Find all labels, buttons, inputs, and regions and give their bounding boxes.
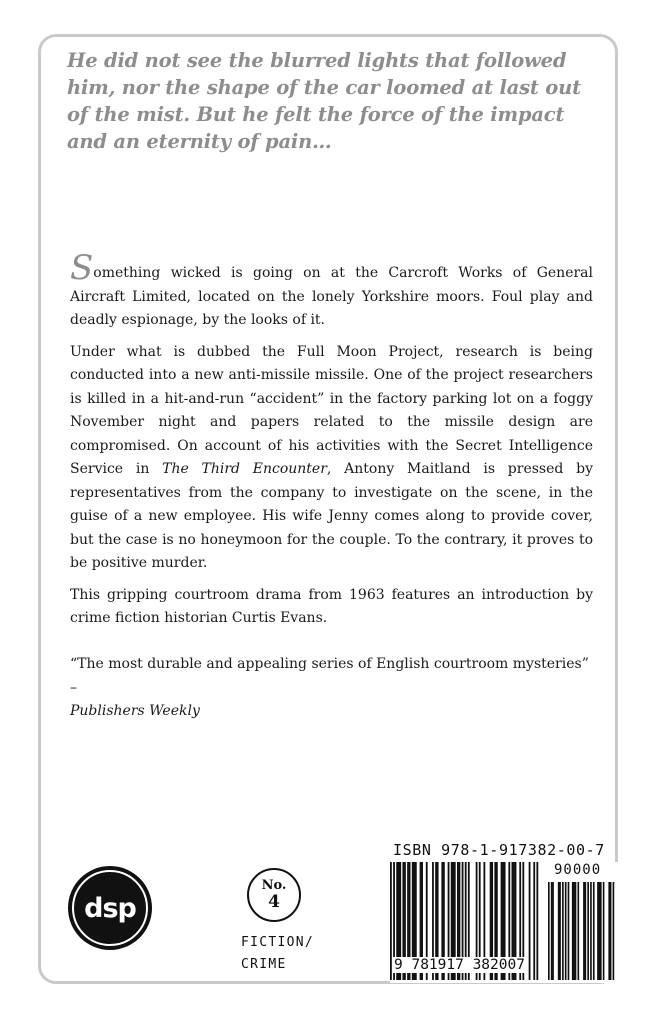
quote-source: Publishers Weekly xyxy=(70,703,200,719)
quote-text: “The most durable and appealing series of English courtroom mysteries” – xyxy=(70,656,589,696)
drop-cap: S xyxy=(70,248,94,288)
synopsis-paragraph-2-end: , Antony Maitland is pressed by representatives from the company to investigate on the scene, in the guise of a new employee. His wife Jenny comes along to provide cover, but the case is no honeymoon for the couple. To the contrary, it proves to be positive murder. xyxy=(70,461,593,571)
synopsis-paragraph-1 xyxy=(70,248,593,333)
logo-ring xyxy=(72,870,148,946)
book-title-reference: The Third Encounter xyxy=(162,461,327,477)
synopsis-paragraph-2-start: Under what is dubbed the Full Moon Project, research is being conducted into a new anti-missile missile. One of the project researchers is killed in a hit-and-run “accident” in the factory parking lot on a foggy November night and papers related to the missile design are compromised. On account of his activities with the Secret Intelligence Service in xyxy=(70,343,593,477)
barcode-digits: 9 781917 382007 xyxy=(394,957,525,973)
synopsis-paragraph-2 xyxy=(70,341,593,576)
genre-line-1: FICTION/ xyxy=(241,935,315,950)
genre-line-2: CRIME xyxy=(241,957,287,972)
review-quote xyxy=(70,653,600,724)
genre-label xyxy=(241,932,314,976)
synopsis xyxy=(70,248,593,639)
series-number: 4 xyxy=(268,892,280,912)
isbn-label: ISBN 978-1-917382-00-7 xyxy=(393,841,605,859)
logo-text: dsp xyxy=(84,892,136,924)
teaser-blurb: He did not see the blurred lights that followed him, nor the shape of the car loomed at last out of the mist. But he felt the force of the impact and an eternity of pain… xyxy=(67,49,581,153)
synopsis-paragraph-3: This gripping courtroom drama from 1963 features an introduction by crime fiction historian Curtis Evans. xyxy=(70,586,593,626)
series-number-label: No. xyxy=(261,878,287,893)
price-code: 90000 xyxy=(554,862,602,878)
synopsis-paragraph-1-text: omething wicked is going on at the Carcroft Works of General Aircraft Limited, located on the lonely Yorkshire moors. Foul play and deadly espionage, by the looks of it. xyxy=(70,265,593,328)
series-number-badge xyxy=(247,868,301,922)
dsp-logo-icon xyxy=(68,866,152,950)
